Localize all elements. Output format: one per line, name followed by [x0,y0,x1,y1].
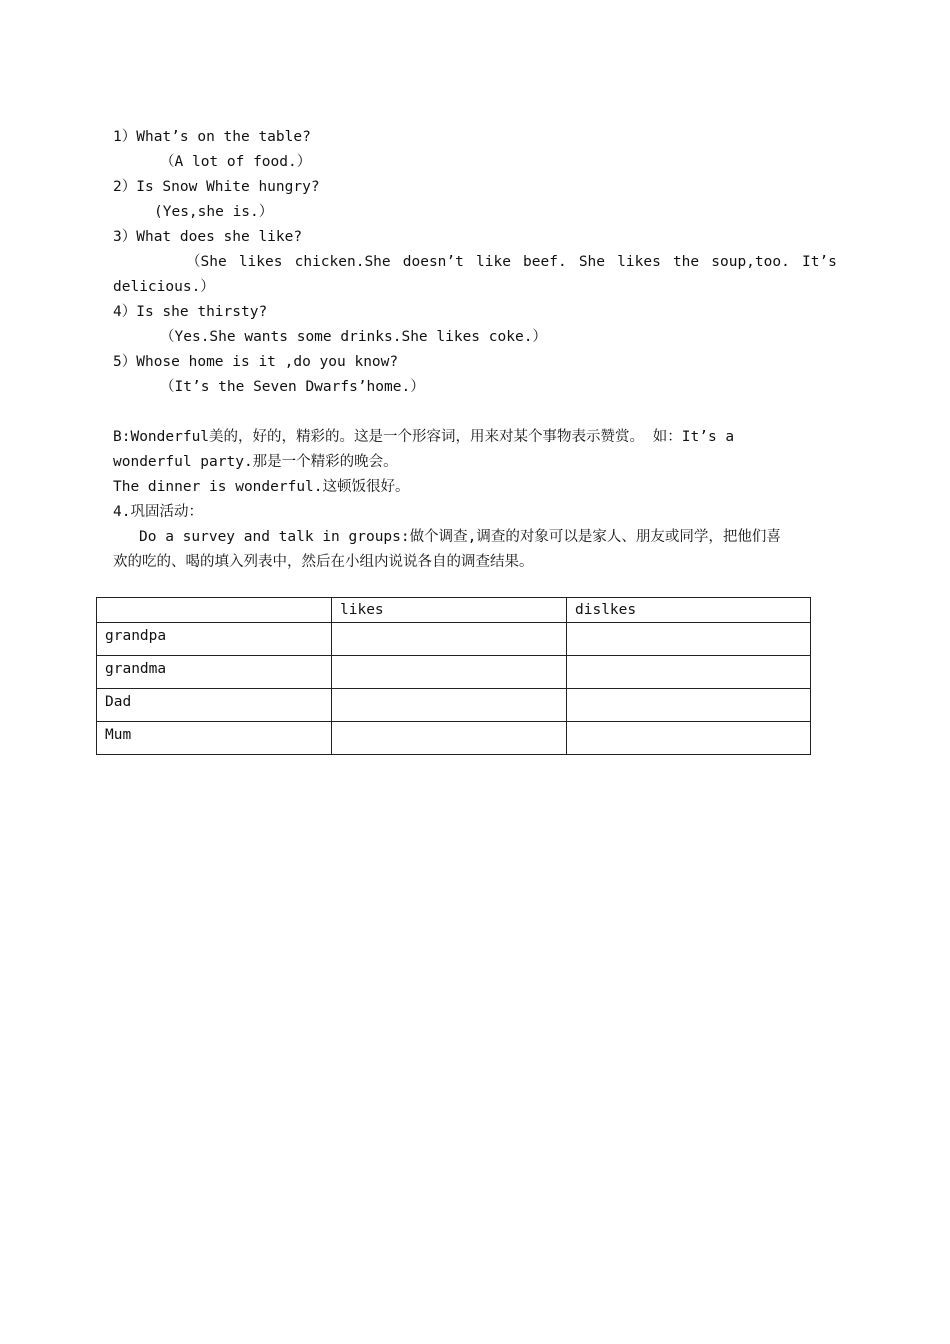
likes-cell[interactable] [332,689,567,722]
question-2: 2）Is Snow White hungry? [113,179,320,195]
answer-3-word: （She [186,254,227,270]
answer-3-word: like [476,254,511,270]
survey-table [96,597,811,755]
likes-cell[interactable] [332,656,567,689]
table-row [97,689,811,722]
answer-4: （Yes.She wants some drinks.She likes coke.） [160,329,547,345]
header-cell-likes: likes [332,598,567,623]
answer-5: （It’s the Seven Dwarfs’home.） [160,379,425,395]
answer-3-word: the [672,254,700,270]
row-label-mum: Mum [97,722,332,755]
section-b-line1: B:Wonderful美的，好的，精彩的。这是一个形容词，用来对某个事物表示赞赏。 如：It’s a [113,429,735,445]
answer-3-line1 [186,252,837,272]
activity-text-line2: 欢的吃的、喝的填入列表中，然后在小组内说说各自的调查结果。 [113,554,534,570]
question-1: 1）What’s on the table? [113,129,311,145]
table-row [97,722,811,755]
section-b-line2: wonderful party.那是一个精彩的晚会。 [113,454,398,470]
row-label-grandma: grandma [97,656,332,689]
likes-cell[interactable] [332,623,567,656]
answer-3-word: She [578,254,606,270]
answer-1: （A lot of food.） [160,154,312,170]
likes-cell[interactable] [332,722,567,755]
row-label-dad: Dad [97,689,332,722]
dislikes-cell[interactable] [567,623,811,656]
answer-3-word: soup,too. [711,254,790,270]
dislikes-cell[interactable] [567,656,811,689]
answer-2: (Yes,she is.） [154,204,274,220]
answer-3-word: It’s [801,254,837,270]
answer-3-word: likes [238,254,283,270]
header-cell-dislikes: dislkes [567,598,811,623]
dislikes-cell[interactable] [567,722,811,755]
question-3: 3）What does she like? [113,229,303,245]
activity-heading: 4.巩固活动： [113,504,203,520]
dislikes-cell[interactable] [567,689,811,722]
question-4: 4）Is she thirsty? [113,304,268,320]
section-b-line3: The dinner is wonderful.这顿饭很好。 [113,479,410,495]
question-5: 5）Whose home is it ,do you know? [113,354,399,370]
row-label-grandpa: grandpa [97,623,332,656]
answer-3-line2: delicious.） [113,279,215,295]
table-row [97,656,811,689]
answer-3-word: doesn’t [402,254,464,270]
header-cell-blank [97,598,332,623]
answer-3-word: likes [617,254,661,270]
table-row [97,623,811,656]
answer-3-word: beef. [523,254,567,270]
answer-3-word: chicken.She [294,254,391,270]
table-header-row [97,598,811,623]
activity-text-line1: Do a survey and talk in groups:做个调查,调查的对象可以是家人、朋友或同学，把他们喜 [139,529,781,545]
